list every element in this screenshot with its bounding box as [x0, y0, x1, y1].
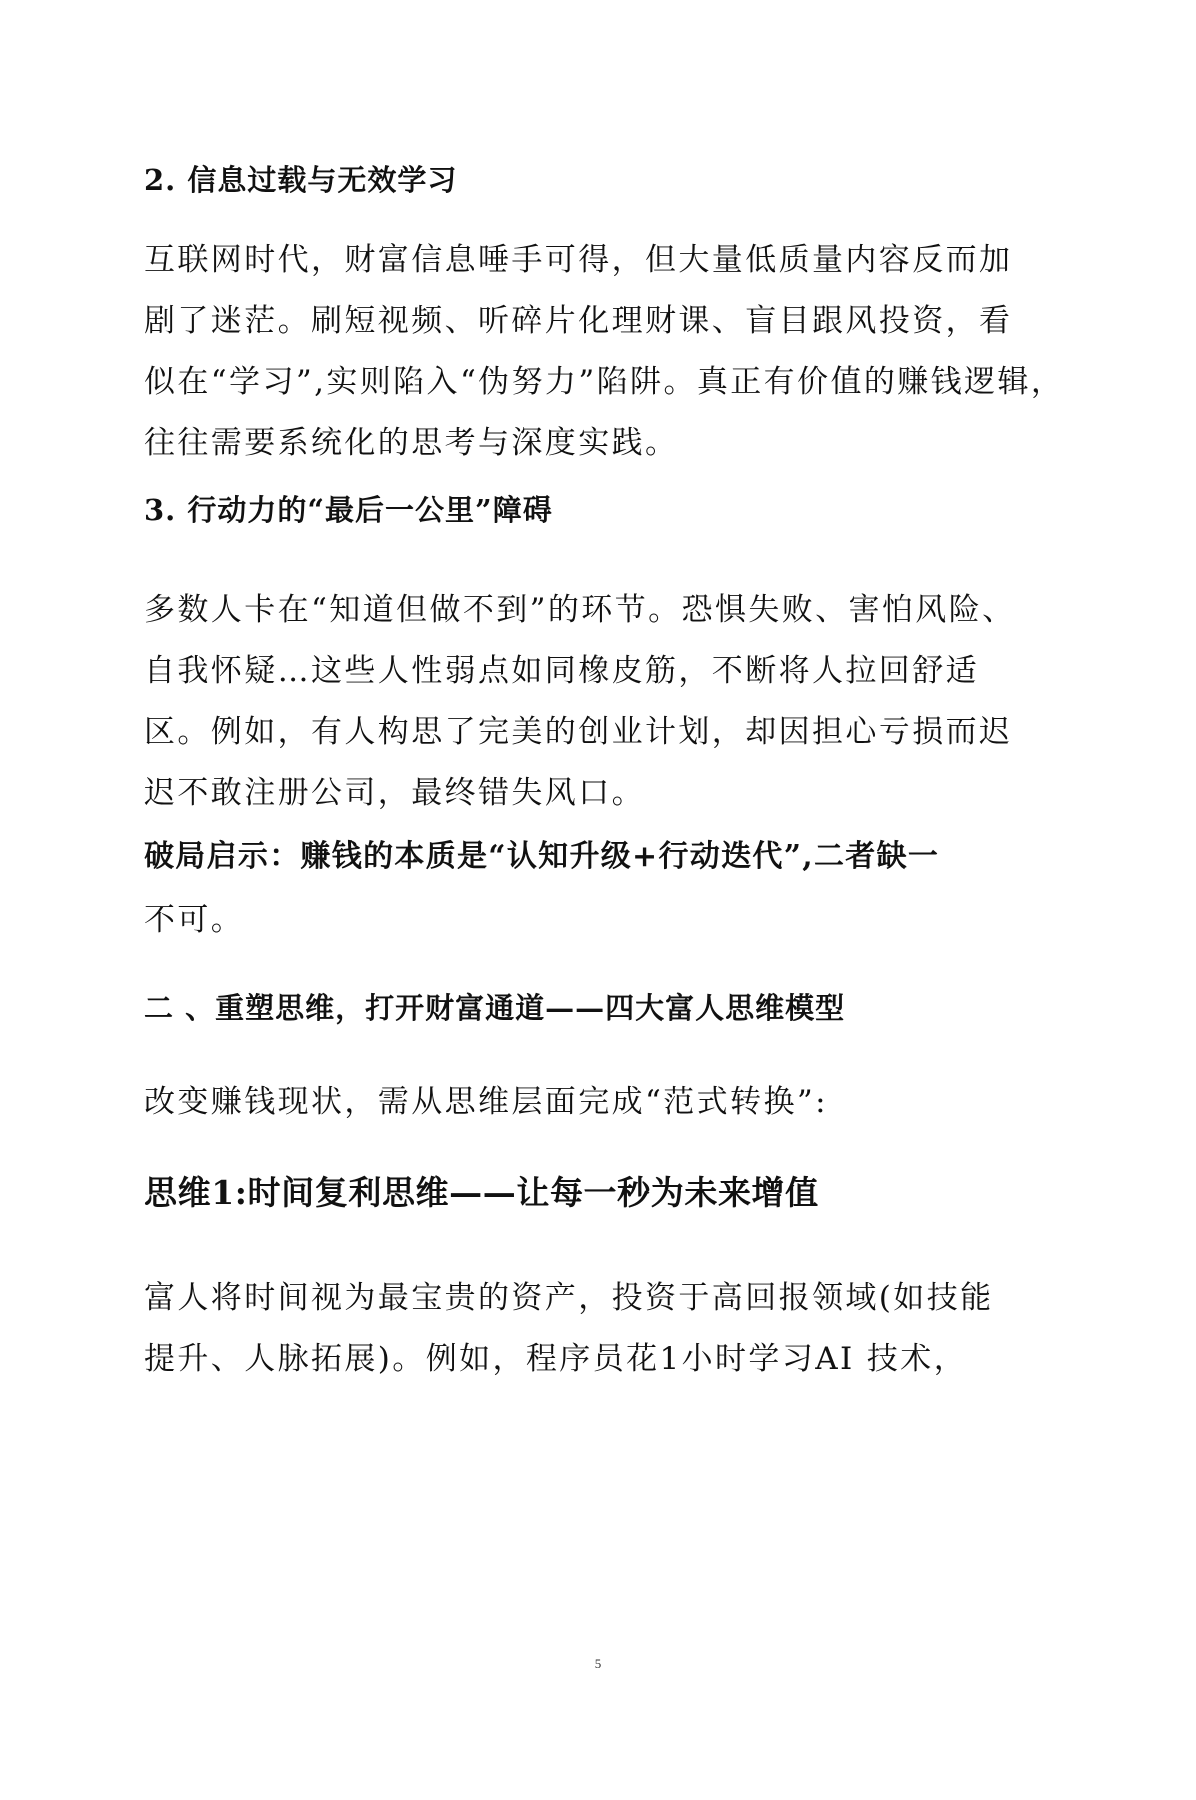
insight-continuation: [144, 890, 1044, 951]
thinking-model-1-paragraph: [144, 1268, 1044, 1390]
paragraph-last-mile-obstacle: [144, 580, 1044, 824]
heading-last-mile-obstacle: [144, 480, 1044, 541]
paragraph-line: 剧了迷茫。刷短视频、听碎片化理财课、盲目跟风投资，看: [144, 303, 1013, 339]
heading-text: 3. 行动力的“最后一公里”障碍: [144, 493, 553, 527]
section-two-intro: [144, 1072, 1044, 1133]
heading-text: 二 、重塑思维，打开财富通道——四大富人思维模型: [144, 991, 846, 1025]
heading-text: 2. 信息过载与无效学习: [144, 163, 458, 197]
heading-information-overload: [144, 150, 1044, 211]
paragraph-line: 多数人卡在“知道但做不到”的环节。恐惧失败、害怕风险、: [144, 592, 1016, 628]
paragraph-line: 互联网时代，财富信息唾手可得，但大量低质量内容反而加: [144, 242, 1013, 278]
page-number: 5: [594, 1656, 602, 1671]
paragraph-line: 富人将时间视为最宝贵的资产，投资于高回报领域(如技能: [144, 1280, 994, 1316]
heading-text: 思维1:时间复利思维——让每一秒为未来增值: [144, 1173, 819, 1212]
paragraph-line: 往往需要系统化的思考与深度实践。: [144, 425, 679, 461]
paragraph-line: 似在“学习”,实则陷入“伪努力”陷阱。真正有价值的赚钱逻辑，: [144, 364, 1065, 400]
paragraph-information-overload: [144, 230, 1065, 474]
paragraph-line: 提升、人脉拓展)。例如，程序员花1小时学习AI 技术，: [144, 1341, 968, 1377]
insight-statement: [144, 826, 1044, 887]
paragraph-line: 区。例如，有人构思了完美的创业计划，却因担心亏损而迟: [144, 714, 1013, 750]
paragraph-line: 迟不敢注册公司，最终错失风口。: [144, 775, 645, 811]
insight-text: 破局启示：赚钱的本质是“认知升级+行动迭代”,二者缺一: [144, 839, 940, 874]
thinking-model-1-heading: [144, 1162, 1044, 1223]
paragraph-line: 自我怀疑…这些人性弱点如同橡皮筋，不断将人拉回舒适: [144, 653, 979, 689]
intro-text: 改变赚钱现状，需从思维层面完成“范式转换”:: [144, 1084, 828, 1120]
section-two-heading: [144, 978, 1044, 1039]
insight-tail-text: 不可。: [144, 902, 245, 938]
